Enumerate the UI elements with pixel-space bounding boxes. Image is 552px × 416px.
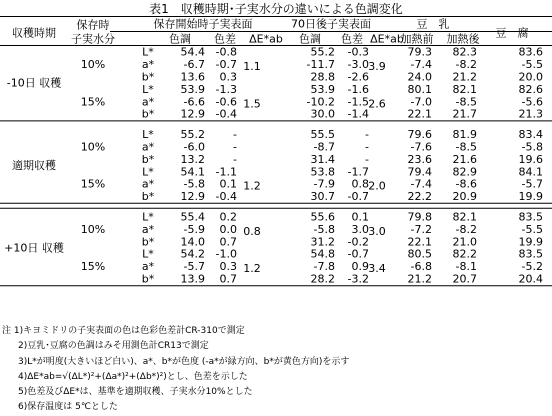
cell-after: 21.0 — [452, 235, 477, 249]
cell-s-tone: 12.9 — [180, 190, 205, 204]
cell-parameter: a* — [141, 58, 155, 72]
cell-before: 22.1 — [407, 235, 432, 249]
cell-parameter: L* — [142, 165, 154, 179]
cell-s-tone: 55.2 — [180, 128, 205, 142]
cell-s-diff: -0.6 — [215, 95, 237, 109]
cell-s-diff: 0.7 — [219, 235, 237, 249]
cell-d-tone: -7.8 — [313, 260, 335, 274]
cell-s-diff: -1.3 — [215, 82, 237, 96]
cell-d-tone: -8.7 — [313, 140, 335, 154]
cell-after: -8.2 — [455, 58, 477, 72]
cell-before: 22.1 — [407, 107, 432, 121]
cell-tofu: 20.4 — [518, 272, 543, 286]
col-header-group-start: 保存開始時子実表面 — [153, 17, 253, 31]
cell-d-diff: 0.8 — [351, 177, 369, 191]
cell-parameter: a* — [141, 222, 155, 236]
cell-after: -8.5 — [455, 95, 477, 109]
col-header-group-soymilk: 豆 乳 — [416, 17, 450, 31]
table-title: 表1 収穫時期･子実水分の違いによる色調変化 — [149, 2, 403, 16]
cell-after: 82.1 — [452, 82, 477, 96]
cell-before: 22.2 — [407, 190, 432, 204]
cell-tofu: 82.6 — [518, 82, 543, 96]
col-header-after-heat: 加熱後 — [446, 32, 480, 46]
note-line: 6)保存温度は 5℃とした — [18, 402, 118, 413]
cell-parameter: L* — [142, 247, 154, 261]
cell-after: 82.3 — [452, 45, 477, 59]
cell-after: -8.1 — [455, 260, 477, 274]
col-header-harvest: 収穫時期 — [12, 26, 56, 40]
cell-d-tone: 55.6 — [310, 210, 335, 224]
cell-s-diff: -0.4 — [215, 107, 237, 121]
cell-d-tone: 53.8 — [310, 165, 335, 179]
cell-moisture: 15% — [80, 260, 106, 274]
cell-before: -7.6 — [410, 140, 432, 154]
cell-after: -8.2 — [455, 222, 477, 236]
col-header-group-70d: 70日後子実表面 — [291, 17, 371, 31]
cell-d-diff: - — [365, 128, 369, 142]
cell-s-tone: -5.8 — [183, 177, 205, 191]
cell-s-diff: -0.4 — [215, 190, 237, 204]
color-change-table — [0, 16, 552, 322]
cell-d-tone: 53.9 — [310, 82, 335, 96]
cell-before: 24.0 — [407, 70, 432, 84]
cell-s-diff: - — [233, 152, 237, 166]
cell-d-tone: 30.7 — [310, 190, 335, 204]
cell-moisture: 10% — [80, 140, 106, 154]
cell-parameter: L* — [142, 82, 154, 96]
cell-s-diff: 0.3 — [219, 70, 237, 84]
cell-after: 82.9 — [452, 165, 477, 179]
cell-s-diff: -1.0 — [215, 247, 237, 261]
cell-tofu: 83.5 — [518, 247, 543, 261]
cell-d-diff: -1.7 — [347, 165, 369, 179]
cell-parameter: a* — [141, 260, 155, 274]
cell-after: 82.2 — [452, 247, 477, 261]
cell-delta-eab-start: 1.2 — [243, 262, 261, 276]
cell-before: -7.2 — [410, 222, 432, 236]
cell-delta-eab-70: 2.0 — [368, 179, 386, 193]
cell-d-diff: -1.6 — [347, 82, 369, 96]
note-line: 5)色差及びΔE*は、基準を適期収穫、子実水分10%とした — [18, 387, 253, 398]
col-header-group-tofu: 豆 腐 — [495, 26, 529, 40]
cell-s-diff: 0.3 — [219, 260, 237, 274]
col-header-moisture-line2: 子実水分 — [71, 32, 115, 46]
col-header-color-diff-70: 色差 — [341, 32, 363, 46]
cell-before: 23.6 — [407, 152, 432, 166]
cell-harvest-period: -10日 収穫 — [6, 76, 62, 90]
table-notes — [2, 324, 552, 416]
cell-parameter: a* — [141, 140, 155, 154]
cell-s-diff: 0.7 — [219, 272, 237, 286]
cell-tofu: 83.5 — [518, 210, 543, 224]
cell-parameter: L* — [142, 128, 154, 142]
cell-delta-eab-start: 0.8 — [243, 224, 261, 238]
cell-d-diff: 0.1 — [351, 210, 369, 224]
cell-s-diff: -1.1 — [215, 165, 237, 179]
cell-d-tone: 28.8 — [310, 70, 335, 84]
cell-after: 81.9 — [452, 128, 477, 142]
cell-parameter: b* — [141, 107, 155, 121]
cell-before: 80.5 — [407, 247, 432, 261]
note-line: 2)豆乳･豆腐の色調はみそ用測色計CR13で測定 — [18, 341, 209, 352]
cell-tofu: 83.4 — [518, 128, 543, 142]
col-header-before-heat: 加熱前 — [400, 32, 434, 46]
cell-moisture: 10% — [80, 58, 106, 72]
cell-s-tone: 13.2 — [180, 152, 205, 166]
cell-delta-eab-70: 3.9 — [368, 60, 386, 74]
cell-after: 21.7 — [452, 107, 477, 121]
cell-d-tone: 54.8 — [310, 247, 335, 261]
cell-d-tone: 28.2 — [310, 272, 335, 286]
note-line: 4)ΔE*ab=√(ΔL*)²+(Δa*)²+(Δb*)²)とし、色差を示した — [18, 371, 248, 382]
cell-d-diff: -0.2 — [347, 235, 369, 249]
cell-parameter: a* — [141, 177, 155, 191]
cell-moisture: 15% — [80, 177, 106, 191]
cell-d-diff: -0.7 — [347, 247, 369, 261]
cell-after: 82.1 — [452, 210, 477, 224]
cell-s-diff: -0.7 — [215, 58, 237, 72]
cell-d-diff: -0.3 — [347, 45, 369, 59]
cell-d-tone: -5.8 — [313, 222, 335, 236]
cell-tofu: 20.0 — [518, 70, 543, 84]
cell-delta-eab-70: 3.4 — [368, 262, 386, 276]
cell-s-tone: -6.0 — [183, 140, 205, 154]
cell-before: 79.6 — [407, 128, 432, 142]
cell-s-tone: -5.7 — [183, 260, 205, 274]
cell-s-tone: 13.9 — [180, 272, 205, 286]
col-header-delta-eab: ΔE*ab — [249, 32, 283, 46]
cell-delta-eab-start: 1.5 — [243, 97, 261, 111]
cell-tofu: -5.8 — [521, 140, 543, 154]
cell-tofu: -5.7 — [521, 177, 543, 191]
cell-s-tone: -6.7 — [183, 58, 205, 72]
cell-harvest-period: 適期収穫 — [12, 159, 56, 173]
cell-d-diff: 3.0 — [351, 222, 369, 236]
cell-parameter: b* — [141, 190, 155, 204]
cell-s-tone: -6.6 — [183, 95, 205, 109]
cell-after: 21.6 — [452, 152, 477, 166]
cell-parameter: b* — [141, 272, 155, 286]
note-line: 3)L*が明度(大きいほど白い)、a*、b*が色度 (-a*が緑方向、b*が黄色方向)を示す — [18, 356, 350, 367]
cell-before: -6.8 — [410, 260, 432, 274]
cell-after: -8.5 — [455, 140, 477, 154]
cell-before: 79.4 — [407, 165, 432, 179]
cell-harvest-period: +10日 収穫 — [4, 241, 64, 255]
cell-before: 79.8 — [407, 210, 432, 224]
cell-tofu: 19.9 — [518, 190, 543, 204]
cell-d-tone: 31.4 — [310, 152, 335, 166]
cell-parameter: b* — [141, 235, 155, 249]
cell-parameter: b* — [141, 70, 155, 84]
cell-d-diff: - — [365, 140, 369, 154]
cell-moisture: 10% — [80, 222, 106, 236]
cell-s-diff: 0.0 — [219, 222, 237, 236]
cell-delta-eab-70: 3.0 — [368, 224, 386, 238]
cell-d-diff: -1.4 — [347, 107, 369, 121]
cell-d-tone: 55.5 — [310, 128, 335, 142]
cell-d-diff: -3.2 — [347, 272, 369, 286]
cell-d-tone: 55.2 — [310, 45, 335, 59]
cell-s-tone: -5.9 — [183, 222, 205, 236]
cell-parameter: a* — [141, 95, 155, 109]
cell-tofu: 19.9 — [518, 235, 543, 249]
cell-d-tone: 31.2 — [310, 235, 335, 249]
col-header-color-diff: 色差 — [214, 32, 236, 46]
cell-tofu: 84.1 — [518, 165, 543, 179]
cell-s-tone: 14.0 — [180, 235, 205, 249]
cell-before: -7.4 — [410, 58, 432, 72]
cell-after: 21.2 — [452, 70, 477, 84]
cell-delta-eab-70: 2.6 — [368, 97, 386, 111]
cell-tofu: -5.5 — [521, 222, 543, 236]
cell-before: 79.3 — [407, 45, 432, 59]
cell-before: 21.2 — [407, 272, 432, 286]
cell-d-diff: -3.0 — [347, 58, 369, 72]
cell-tofu: 83.6 — [518, 45, 543, 59]
cell-before: -7.4 — [410, 177, 432, 191]
col-header-color-tone-70: 色調 — [299, 32, 321, 46]
cell-s-tone: 54.2 — [180, 247, 205, 261]
cell-tofu: -5.2 — [521, 260, 543, 274]
cell-parameter: b* — [141, 152, 155, 166]
cell-tofu: 21.3 — [518, 107, 543, 121]
cell-d-tone: -11.7 — [306, 58, 335, 72]
cell-tofu: 19.6 — [518, 152, 543, 166]
cell-s-diff: 0.1 — [219, 177, 237, 191]
cell-d-diff: - — [365, 152, 369, 166]
cell-after: 20.7 — [452, 272, 477, 286]
cell-moisture: 15% — [80, 95, 106, 109]
col-header-delta-eab-70: ΔE*ab — [370, 32, 404, 46]
cell-s-tone: 13.6 — [180, 70, 205, 84]
cell-before: 80.1 — [407, 82, 432, 96]
cell-tofu: -5.6 — [521, 95, 543, 109]
cell-s-diff: -0.8 — [215, 45, 237, 59]
cell-parameter: L* — [142, 45, 154, 59]
cell-s-diff: 0.2 — [219, 210, 237, 224]
cell-d-tone: -10.2 — [306, 95, 335, 109]
cell-s-tone: 54.4 — [180, 45, 205, 59]
note-line: 注 1)キヨミドリの子実表面の色は色彩色差計CR-310で測定 — [2, 326, 245, 336]
cell-tofu: -5.5 — [521, 58, 543, 72]
cell-d-tone: 30.0 — [310, 107, 335, 121]
cell-after: 20.9 — [452, 190, 477, 204]
col-header-moisture-line1: 保存時 — [76, 18, 110, 32]
cell-d-diff: 0.9 — [351, 260, 369, 274]
cell-d-diff: -2.6 — [347, 70, 369, 84]
cell-s-tone: 54.1 — [180, 165, 205, 179]
cell-parameter: L* — [142, 210, 154, 224]
cell-s-diff: - — [233, 128, 237, 142]
cell-delta-eab-start: 1.1 — [243, 60, 261, 74]
cell-s-diff: - — [233, 140, 237, 154]
cell-after: -8.6 — [455, 177, 477, 191]
col-header-color-tone: 色調 — [169, 32, 191, 46]
cell-before: -7.0 — [410, 95, 432, 109]
cell-s-tone: 55.4 — [180, 210, 205, 224]
cell-s-tone: 53.9 — [180, 82, 205, 96]
cell-d-diff: -1.5 — [347, 95, 369, 109]
cell-d-tone: -7.9 — [313, 177, 335, 191]
cell-d-diff: -0.7 — [347, 190, 369, 204]
cell-s-tone: 12.9 — [180, 107, 205, 121]
cell-delta-eab-start: 1.2 — [243, 179, 261, 193]
